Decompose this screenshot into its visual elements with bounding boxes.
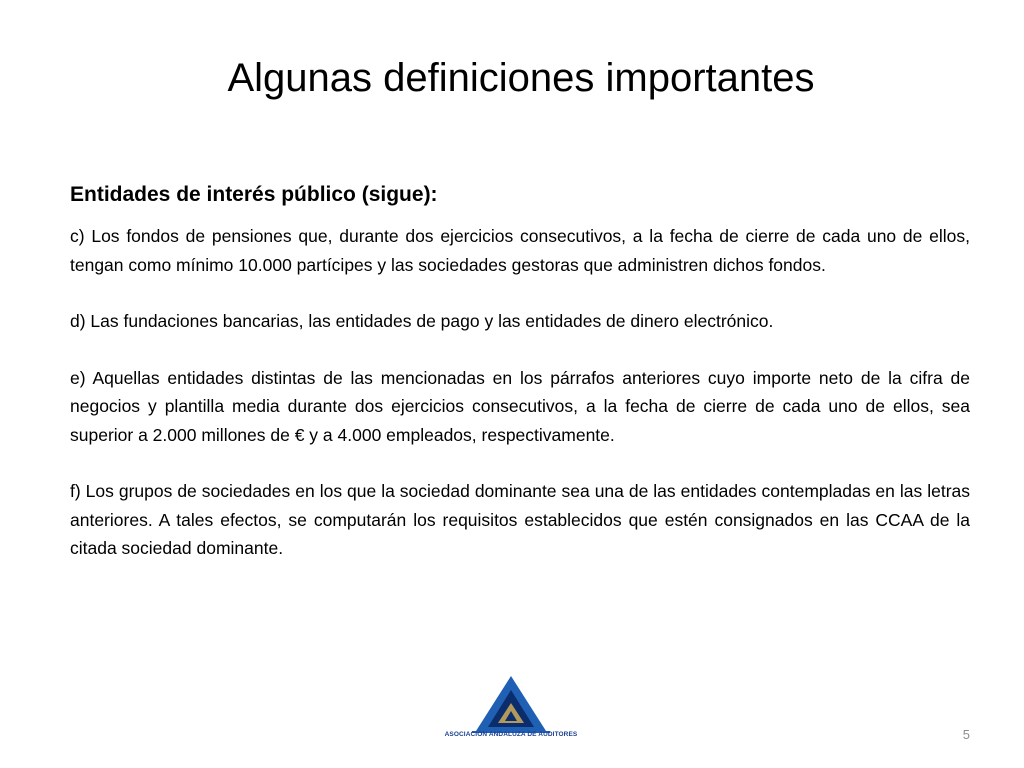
paragraph-f: f) Los grupos de sociedades en los que la sociedad dominante sea una de las entidades contempladas en las letras anteriores. A tales efectos, se computarán los requisitos establecidos que estén consignados en las CCAA de la citada sociedad dominante.	[70, 481, 970, 558]
page-number: 5	[962, 727, 970, 742]
slide-content	[70, 180, 970, 591]
paragraph-c: c) Los fondos de pensiones que, durante dos ejercicios consecutivos, a la fecha de cierre de cada uno de ellos, tengan como mínimo 10.000 partícipes y las sociedades gestoras que administren dichos fondos.	[70, 226, 970, 275]
slide-title: Algunas definiciones importantes	[227, 56, 815, 100]
logo-caption: ASOCIACION ANDALUZA DE AUDITORES	[444, 731, 578, 738]
slide-subtitle: Entidades de interés público (sigue):	[70, 183, 438, 206]
paragraph-d: d) Las fundaciones bancarias, las entidades de pago y las entidades de dinero electrónico.	[70, 311, 774, 331]
paragraph-e: e) Aquellas entidades distintas de las mencionadas en los párrafos anteriores cuyo importe neto de la cifra de negocios y plantilla media durante dos ejercicios consecutivos, a la fecha de cierre de cada uno de ellos, sea superior a 2.000 millones de € y a 4.000 empleados, respectivamente.	[70, 367, 970, 445]
